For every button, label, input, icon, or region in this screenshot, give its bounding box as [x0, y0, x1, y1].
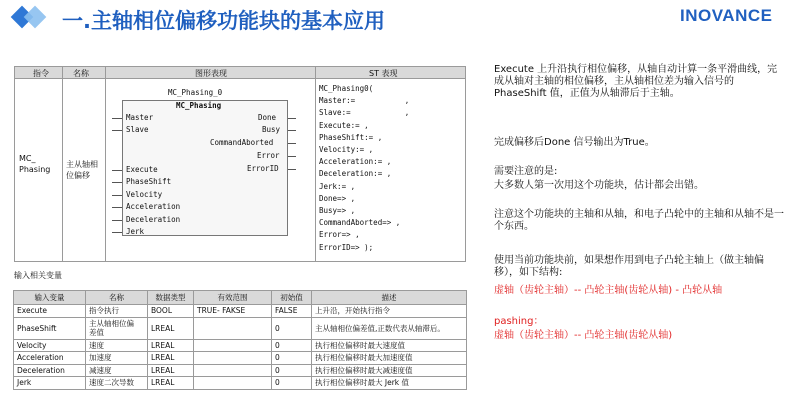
- pin-stub: [112, 130, 122, 131]
- pin-phaseshift: PhaseShift: [126, 177, 172, 186]
- col-header: 输入变量: [14, 291, 86, 305]
- cell-initial: 0: [272, 339, 312, 352]
- slide-header: [0, 0, 786, 42]
- input-table-caption: 输入相关变量: [14, 271, 62, 280]
- cell-initial: 0: [272, 377, 312, 390]
- note-structure: 虚轴（齿轮主轴）-- 凸轮主轴(齿轮从轴) - 凸轮从轴: [494, 285, 723, 296]
- cell-name: 减速度: [86, 364, 148, 377]
- table-row: [14, 339, 467, 352]
- pin-slave: Slave: [126, 125, 149, 134]
- table-row: [14, 352, 467, 365]
- note-pashing-structure: 虚轴（齿轮主轴）-- 凸轮主轴(齿轮从轴): [494, 330, 673, 341]
- cell-variable: PhaseShift: [14, 317, 86, 339]
- header-instruction: 指令: [33, 69, 49, 78]
- cell-description: 主从轴相位偏差值,正数代表从轴滞后。: [312, 317, 467, 339]
- cell-type: LREAL: [148, 339, 194, 352]
- cell-initial: 0: [272, 352, 312, 365]
- pin-stub: [112, 182, 122, 183]
- note-axes: 注意这个功能块的主轴和从轴，和电子凸轮中的主轴和从轴不是一个东西。: [494, 209, 784, 232]
- table-row: [14, 317, 467, 339]
- cell-variable: Deceleration: [14, 364, 86, 377]
- cell-description: 执行相位偏移时最大加速度值: [312, 352, 467, 365]
- pin-done: Done: [258, 113, 277, 122]
- cell-variable: Velocity: [14, 339, 86, 352]
- cell-type: BOOL: [148, 305, 194, 318]
- column-divider: [62, 67, 63, 261]
- cell-range: TRUE- FAKSE: [194, 305, 272, 318]
- cell-variable: Execute: [14, 305, 86, 318]
- cell-name: 主从轴相位偏 差值: [86, 317, 148, 339]
- pin-jerk: Jerk: [126, 227, 145, 236]
- cell-name: 速度: [86, 339, 148, 352]
- cell-description: 上升沿，开始执行指令: [312, 305, 467, 318]
- pin-errorid: ErrorID: [247, 164, 279, 173]
- pin-master: Master: [126, 113, 154, 122]
- col-header: 有效范围: [194, 291, 272, 305]
- pin-stub: [288, 143, 296, 144]
- cell-initial: 0: [272, 364, 312, 377]
- pin-stub: [112, 232, 122, 233]
- cell-description: 执行相位偏移时最大减速度值: [312, 364, 467, 377]
- cell-range: [194, 317, 272, 339]
- note-execute: Execute 上升沿执行相位偏移，从轴自动计算一条平滑曲线，完成从轴对主轴的相位偏移，主从轴相位差为输入信号的PhaseShift 值，正值为从轴滞后于主轴。: [494, 64, 778, 99]
- pin-stub: [288, 169, 296, 170]
- slide-title: 一.主轴相位偏移功能块的基本应用: [62, 9, 385, 33]
- pin-stub: [112, 195, 122, 196]
- col-header: 名称: [86, 291, 148, 305]
- name-cell: 主从轴相 位偏移: [66, 160, 98, 180]
- cell-name: 加速度: [86, 352, 148, 365]
- company-logo: INOVANCE: [680, 6, 773, 25]
- cell-range: [194, 339, 272, 352]
- st-code: MC_Phasing0( Master:= , Slave:= , Execute:= , PhaseShift:= , Velocity:= , Acceleration:= , Deceleration:= , Jerk:= , Done=> , Busy=> , CommandAborted=> , Error=> , ErrorID=> );: [319, 84, 410, 252]
- pin-stub: [288, 130, 296, 131]
- cell-variable: Jerk: [14, 377, 86, 390]
- instruction-cell: MC_ Phasing: [19, 154, 51, 174]
- cell-type: LREAL: [148, 364, 194, 377]
- column-divider: [315, 67, 316, 261]
- cell-name: 指令执行: [86, 305, 148, 318]
- cell-type: LREAL: [148, 352, 194, 365]
- note-done: 完成偏移后Done 信号输出为True。: [494, 137, 655, 148]
- pin-stub: [112, 220, 122, 221]
- cell-range: [194, 364, 272, 377]
- diamond-icon-light: [24, 6, 47, 29]
- table-header-row: [14, 291, 467, 305]
- note-attention-body: 大多数人第一次用这个功能块，估计都会出错。: [494, 180, 704, 191]
- cell-range: [194, 377, 272, 390]
- header-name: 名称: [73, 69, 89, 78]
- cell-initial: 0: [272, 317, 312, 339]
- pin-deceleration: Deceleration: [126, 215, 181, 224]
- cell-name: 速度二次导数: [86, 377, 148, 390]
- pin-stub: [112, 170, 122, 171]
- header-graphic: 图形表现: [195, 69, 227, 78]
- col-header: 描述: [312, 291, 467, 305]
- cell-range: [194, 352, 272, 365]
- table-row: [14, 377, 467, 390]
- pin-stub: [112, 207, 122, 208]
- pin-error: Error: [257, 151, 280, 160]
- pin-velocity: Velocity: [126, 190, 163, 199]
- note-pashing-label: pashing：: [494, 316, 544, 327]
- table-row: [14, 364, 467, 377]
- header-st: ST 表现: [369, 69, 398, 78]
- pin-stub: [288, 118, 296, 119]
- fb-type-name: MC_Phasing: [176, 101, 222, 110]
- cell-type: LREAL: [148, 377, 194, 390]
- pin-stub: [288, 156, 296, 157]
- cell-description: 执行相位偏移时最大 Jerk 值: [312, 377, 467, 390]
- column-divider: [105, 67, 106, 261]
- pin-execute: Execute: [126, 165, 158, 174]
- fb-instance-name: MC_Phasing_0: [168, 88, 223, 97]
- note-attention-title: 需要注意的是:: [494, 166, 558, 177]
- cell-description: 执行相位偏移时最大速度值: [312, 339, 467, 352]
- pin-busy: Busy: [262, 125, 281, 134]
- pin-stub: [112, 118, 122, 119]
- pin-commandaborted: CommandAborted: [210, 138, 274, 147]
- input-variable-table: [13, 290, 467, 390]
- cell-initial: FALSE: [272, 305, 312, 318]
- cell-variable: Acceleration: [14, 352, 86, 365]
- col-header: 初始值: [272, 291, 312, 305]
- table-row: [14, 305, 467, 318]
- cell-type: LREAL: [148, 317, 194, 339]
- pin-acceleration: Acceleration: [126, 202, 181, 211]
- function-table-header: [15, 67, 465, 79]
- col-header: 数据类型: [148, 291, 194, 305]
- note-usage: 使用当前功能块前，如果想作用到电子凸轮主轴上（做主轴偏移），如下结构:: [494, 255, 764, 278]
